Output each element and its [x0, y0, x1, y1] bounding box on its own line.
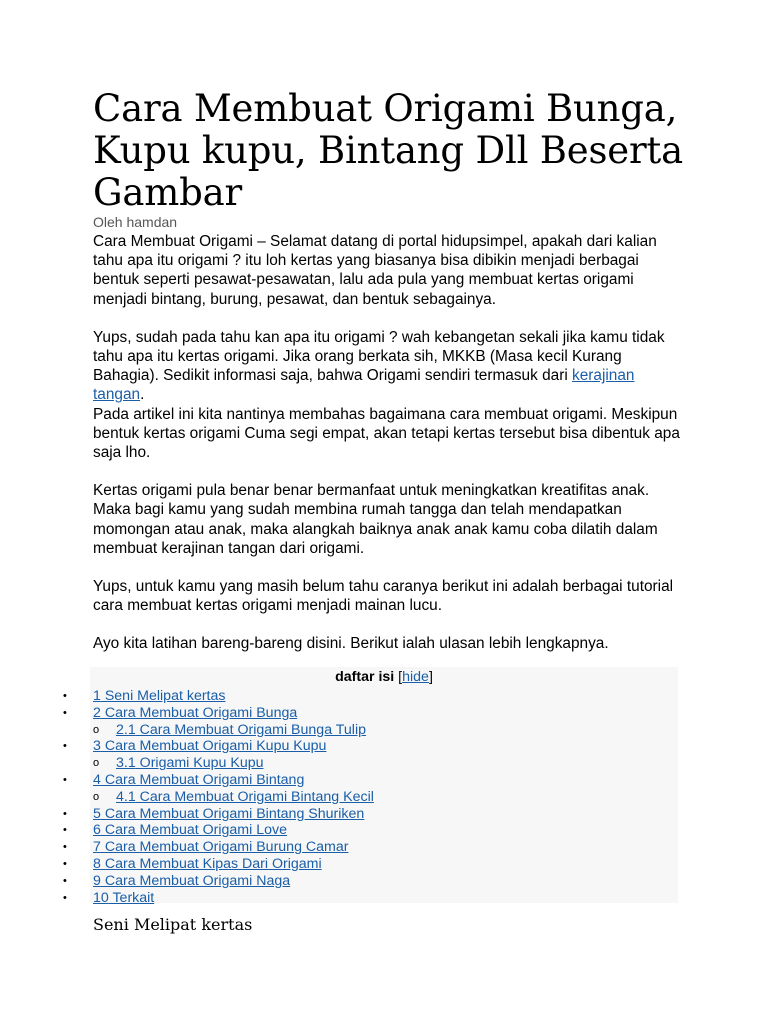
toc-item-number: 5	[93, 805, 101, 822]
bullet-icon: •	[63, 690, 67, 702]
toc-subitem	[90, 789, 678, 806]
toc-link[interactable]	[93, 856, 322, 872]
bullet-icon: •	[63, 807, 67, 820]
toc-item-label: Cara Membuat Origami Bintang Shuriken	[100, 805, 365, 822]
toc-item-label: Cara Membuat Origami Kupu Kupu	[100, 738, 327, 755]
toc-link[interactable]	[116, 722, 366, 738]
toc-item	[63, 688, 678, 705]
bullet-icon: •	[63, 874, 67, 887]
paragraph-call-to-action: Ayo kita latihan bareng-bareng disini. Berikut ialah ulasan lebih lengkapnya.	[93, 635, 609, 653]
toc-link[interactable]	[93, 806, 364, 822]
toc-item-number: 3	[93, 738, 101, 755]
toc-item-number: 3.1	[116, 755, 136, 772]
paragraph-tutorial-intro: Yups, untuk kamu yang masih belum tahu caranya berikut ini adalah berbagai tutorial cara membuat kertas origami menjadi mainan lucu.	[93, 578, 674, 615]
toc-item	[63, 889, 678, 907]
toc-item-number: 8	[93, 855, 101, 872]
link-kerajinan-tangan[interactable]: kerajinan tangan	[93, 367, 635, 404]
toc-item-label: Cara Membuat Origami Burung Camar	[100, 839, 349, 856]
toc-item-label: Cara Membuat Origami Bunga Tulip	[135, 721, 366, 738]
toc-link[interactable]	[93, 839, 348, 855]
bullet-icon: •	[63, 857, 67, 870]
toc-item-label: Terkait	[108, 889, 155, 906]
toc-link[interactable]	[93, 890, 154, 906]
toc-item-label: Seni Melipat kertas	[100, 688, 226, 704]
article-title: Cara Membuat Origami Bunga, Kupu kupu, Bintang Dll Beserta Gambar	[93, 87, 683, 214]
bullet-icon: •	[63, 773, 67, 786]
toc-item-number: 4	[93, 771, 101, 788]
toc-item-label: Cara Membuat Origami Naga	[100, 872, 291, 889]
paragraph-origami-info	[93, 328, 683, 405]
toc-item-label: Cara Membuat Origami Bintang	[100, 771, 305, 788]
toc-item-number: 9	[93, 872, 101, 889]
toc-link[interactable]	[116, 789, 374, 805]
toc-link[interactable]	[93, 705, 297, 721]
toc-link[interactable]	[93, 822, 287, 838]
toc-item-label: Cara Membuat Origami Love	[100, 822, 287, 839]
table-of-contents	[63, 667, 678, 906]
toc-item-number: 2	[93, 704, 101, 721]
toc-link[interactable]	[93, 772, 304, 788]
paragraph-benefits: Kertas origami pula benar benar bermanfaat untuk meningkatkan kreatifitas anak. Maka bagi kamu yang sudah membina rumah tangga dan telah mendapatkan momongan atau anak, maka alangkah baiknya anak anak kamu coba dilatih dalam membuat kerajinan tangan dari origami.	[93, 482, 658, 557]
bullet-icon: •	[63, 891, 67, 904]
toc-item	[63, 872, 678, 890]
toc-list	[63, 688, 678, 906]
bullet-icon: •	[63, 841, 67, 854]
article-author: Oleh hamdan	[93, 214, 178, 230]
toc-item-label: Cara Membuat Origami Bintang Kecil	[135, 788, 374, 805]
toc-item	[63, 855, 678, 873]
toc-link[interactable]	[93, 873, 290, 889]
toc-item	[63, 704, 678, 722]
toc-title: daftar isi	[335, 669, 395, 685]
toc-link[interactable]	[93, 688, 225, 704]
toc-link[interactable]	[116, 755, 264, 771]
toc-subitem	[90, 722, 678, 739]
toc-link[interactable]	[93, 738, 326, 754]
bullet-icon: •	[63, 740, 67, 753]
toc-bracket-open: [	[394, 669, 403, 685]
circle-bullet-icon: o	[93, 723, 100, 736]
toc-item-label: Origami Kupu Kupu	[135, 755, 264, 772]
toc-item	[63, 805, 678, 823]
toc-header	[90, 667, 678, 688]
paragraph-origami-info-text: Yups, sudah pada tahu kan apa itu origami ? wah kebangetan sekali jika kamu tidak tahu apa itu kertas origami. Jika orang berkata sih, MKKB (Masa kecil Kurang Bahagia). Sedikit informasi saja, bahwa Origami sendiri termasuk dari	[93, 328, 665, 385]
bullet-icon: •	[63, 706, 67, 719]
toc-item-number: 10	[93, 889, 109, 906]
toc-item-number: 6	[93, 822, 101, 839]
circle-bullet-icon: o	[93, 790, 100, 803]
toc-item	[63, 738, 678, 755]
toc-item-number: 1	[93, 688, 101, 704]
paragraph-origami-info-end: .	[140, 386, 145, 404]
toc-item	[63, 839, 678, 856]
paragraph-intro: Cara Membuat Origami – Selamat datang di portal hidupsimpel, apakah dari kalian tahu apa itu origami ? itu loh kertas yang biasanya bisa dibikin menjadi berbagai bentuk seperti pesawat-pesawatan, lalu ada pula yang membuat kertas origami menjadi bintang, burung, pesawat, dan bentuk sebagainya.	[93, 233, 657, 308]
article-body	[93, 232, 683, 673]
toc-item	[63, 822, 678, 839]
toc-item-label: Cara Membuat Origami Bunga	[100, 704, 298, 721]
toc-item-number: 7	[93, 839, 101, 856]
toc-item	[63, 771, 678, 789]
circle-bullet-icon: o	[93, 757, 100, 770]
bullet-icon: •	[63, 824, 67, 837]
toc-item-label: Cara Membuat Kipas Dari Origami	[100, 855, 322, 872]
paragraph-article-scope: Pada artikel ini kita nantinya membahas bagaimana cara membuat origami. Meskipun bentuk kertas origami Cuma segi empat, akan tetapi kertas tersebut bisa dibentuk apa saja lho.	[93, 405, 680, 462]
toc-bracket-close: ]	[428, 669, 433, 685]
section-heading: Seni Melipat kertas	[93, 915, 253, 934]
toc-subitem	[90, 755, 678, 772]
toc-item-number: 2.1	[116, 721, 136, 738]
toc-hide-toggle[interactable]: hide	[402, 669, 429, 685]
toc-item-number: 4.1	[116, 788, 136, 805]
